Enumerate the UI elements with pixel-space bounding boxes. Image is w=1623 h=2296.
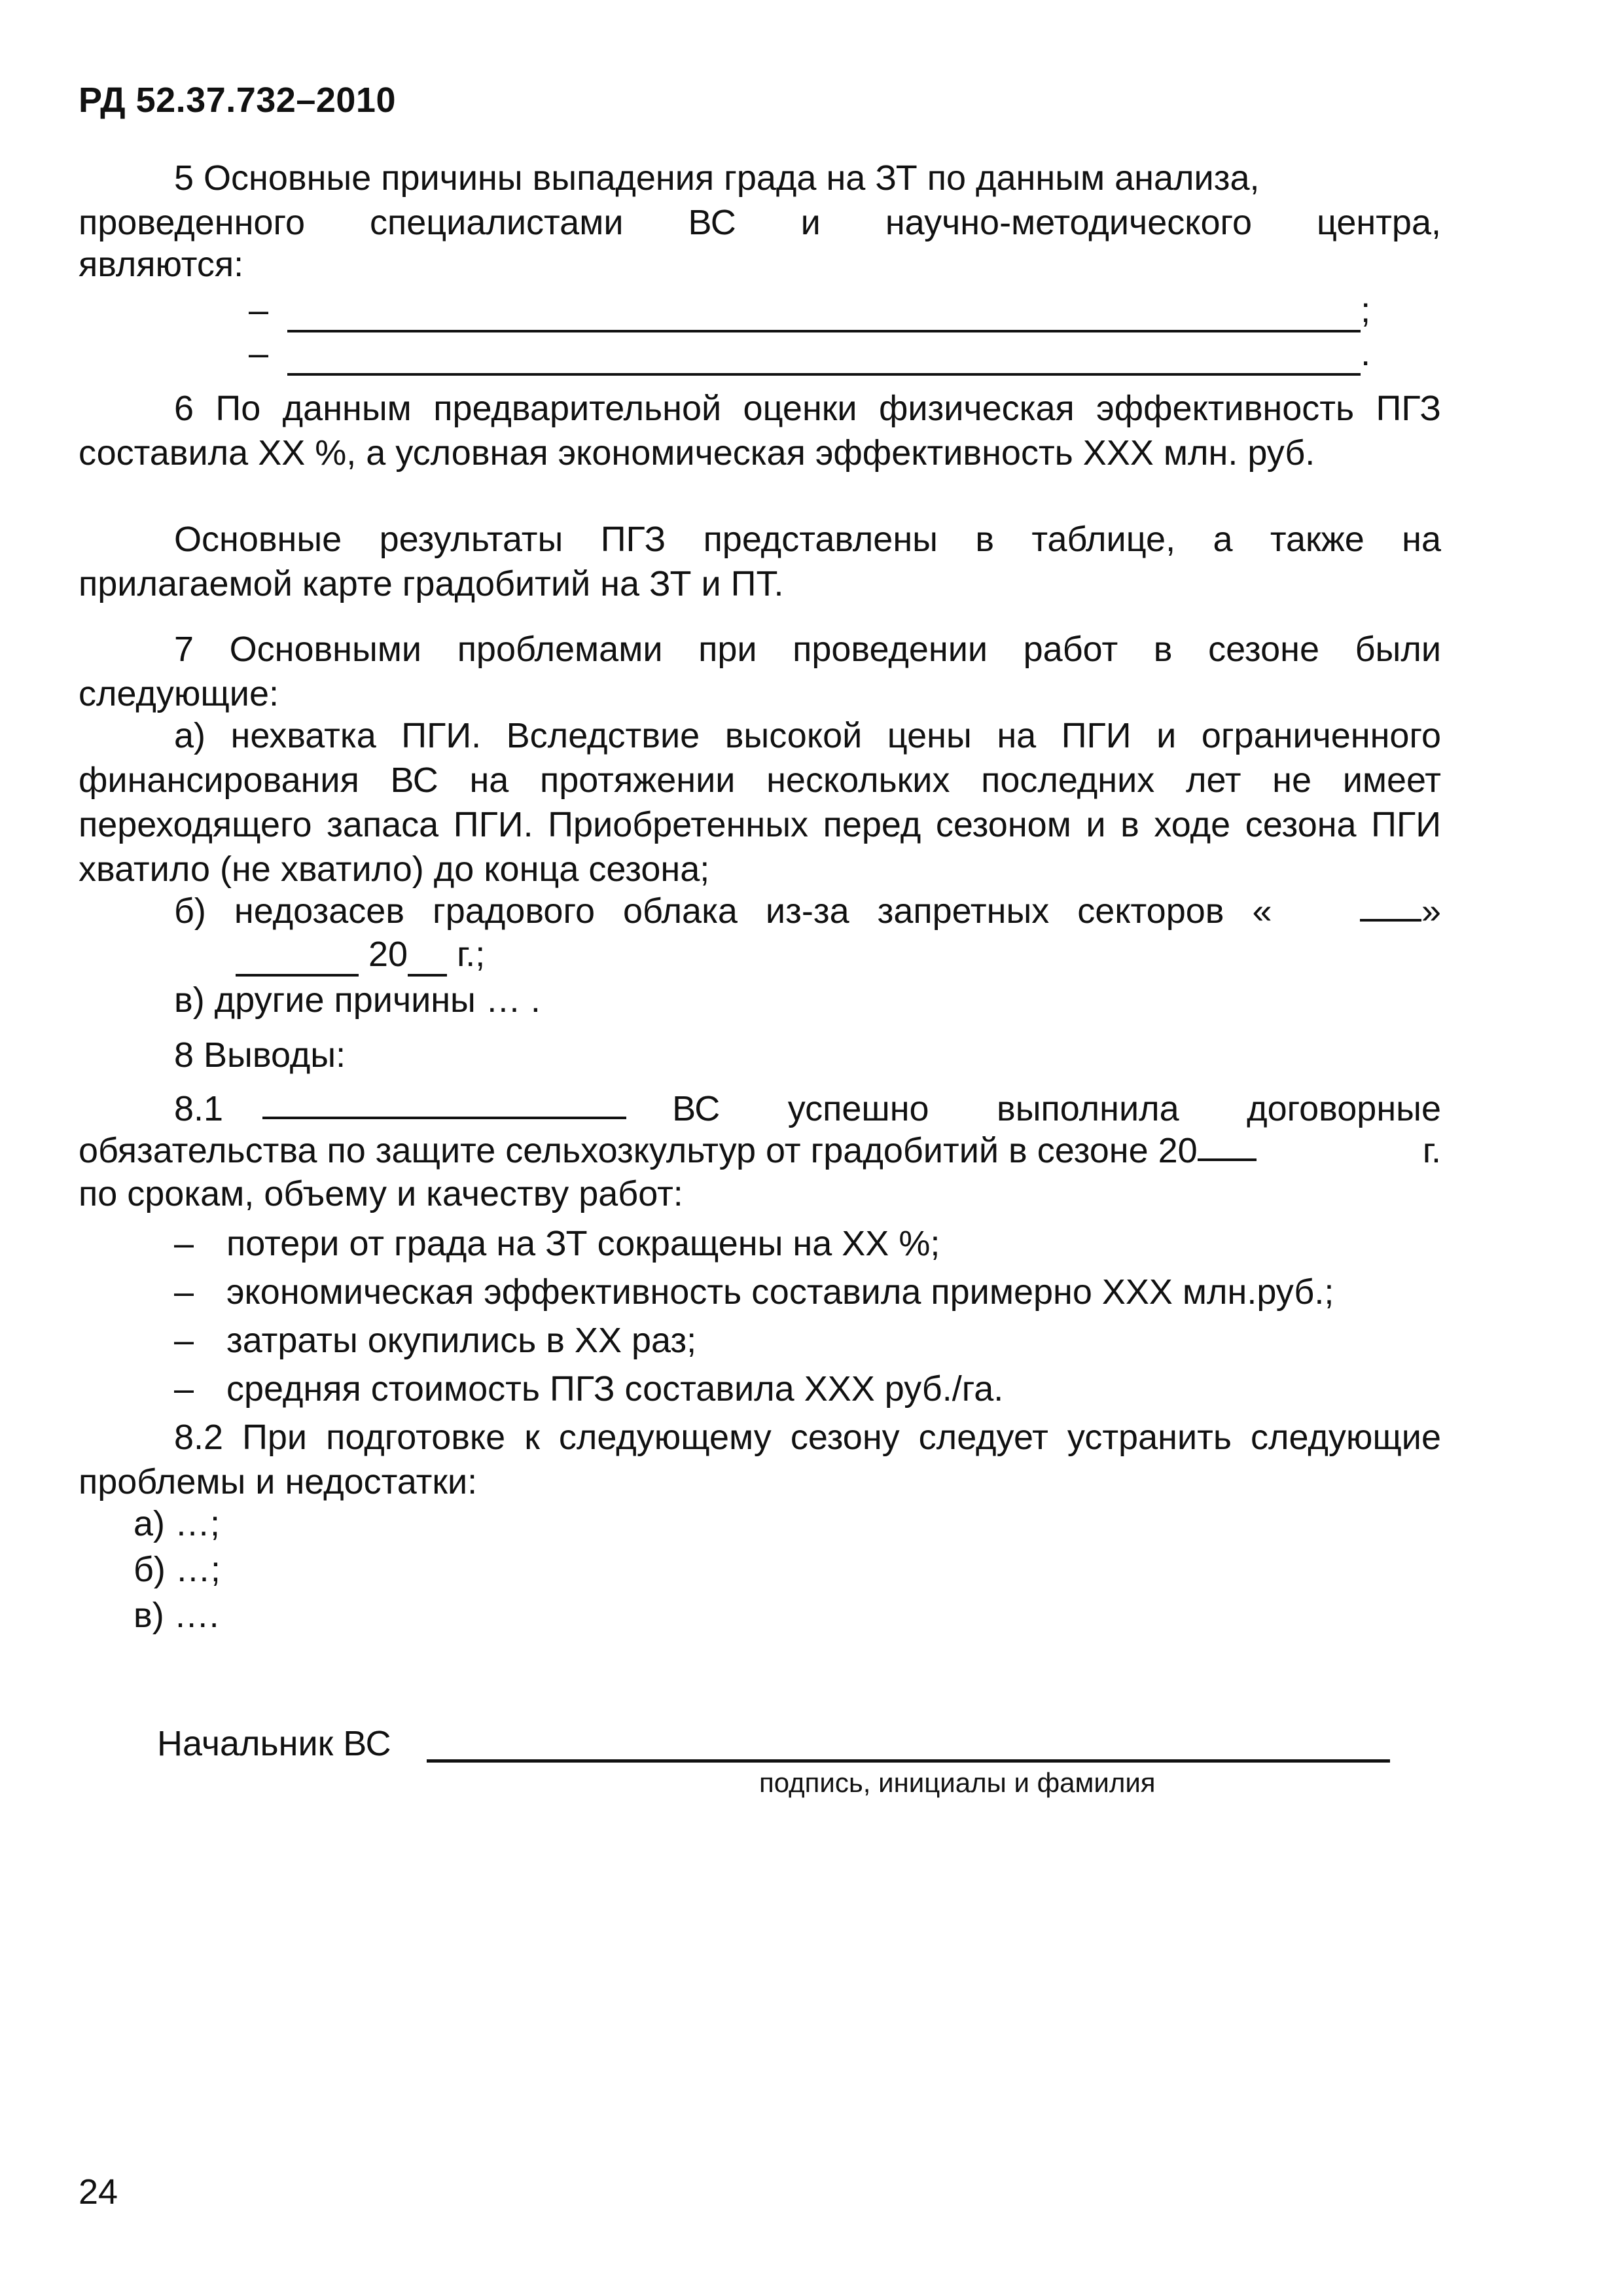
- section7-item-c: в) другие причины … .: [174, 980, 541, 1020]
- section81-line2-text: обязательства по защите сельхозкультур от градобитий в сезоне 20: [79, 1131, 1198, 1170]
- item2-end: .: [1361, 334, 1371, 373]
- bullet-text: средняя стоимость ПГЗ составила ХХХ руб./га.: [226, 1369, 1004, 1408]
- section7-item-a: а) нехватка ПГИ. Вследствие высокой цены на ПГИ и ограниченного финансирования ВС на протяжении нескольких последних лет не имеет переходящего запаса ПГИ. Приобретенных перед сезоном и в ходе сезона ПГИ хватило (не хватило) до конца сезона;: [79, 716, 1441, 889]
- section5-item1: [249, 288, 1370, 332]
- section7-item-b-line1: [174, 889, 1441, 933]
- item1-blank-line: [287, 300, 1361, 332]
- signature-caption: подпись, инициалы и фамилия: [759, 1767, 1156, 1798]
- item-b-year-blank: [408, 944, 447, 977]
- section81-number: 8.1: [174, 1089, 224, 1128]
- bullet-1: [174, 1221, 940, 1266]
- section6-results: Основные результаты ПГЗ представлены в таблице, а также на прилагаемой карте градобитий на ЗТ и ПТ.: [79, 520, 1441, 603]
- section7-intro: 7 Основными проблемами при проведении работ в сезоне были следующие:: [79, 630, 1441, 713]
- bullet-text: потери от града на ЗТ сокращены на ХХ %;: [226, 1224, 940, 1263]
- item2-blank-line: [287, 343, 1361, 376]
- bullet-2: [174, 1270, 1334, 1314]
- bullet-dash: –: [174, 1369, 194, 1408]
- section81-line3: по срокам, объему и качеству работ:: [79, 1174, 683, 1213]
- section7-item-b-line2: [236, 932, 485, 977]
- section81-year-blank: [1198, 1128, 1257, 1161]
- section5-item2: [249, 331, 1370, 376]
- item1-dash: –: [249, 291, 269, 330]
- bullet-4: [174, 1367, 1003, 1411]
- item-b-day-blank: [1360, 889, 1421, 922]
- item-b-month-blank: [236, 944, 359, 977]
- signature-label: Начальник ВС: [157, 1724, 391, 1763]
- section5-line1: [79, 156, 1441, 200]
- section81-line2-end: г.: [1422, 1131, 1441, 1170]
- section81-line2: [79, 1128, 1441, 1173]
- item1-end: ;: [1361, 291, 1371, 330]
- bullet-dash: –: [174, 1321, 194, 1360]
- bullet-text: затраты окупились в ХХ раз;: [226, 1321, 697, 1360]
- document-code: РД 52.37.732–2010: [79, 81, 396, 120]
- bullet-dash: –: [174, 1224, 194, 1263]
- section5-line2: проведенного специалистами ВС и научно-методического центра,: [79, 203, 1441, 242]
- section5-line1-text: 5 Основные причины выпадения града на ЗТ по данным анализа,: [174, 158, 1260, 198]
- bullet-dash: –: [174, 1272, 194, 1312]
- section82-item-c: в) ….: [134, 1596, 219, 1635]
- item-b-end: г.;: [457, 935, 486, 974]
- item-b-text: б) недозасев градового облака из-за запретных секторов «: [174, 891, 1272, 931]
- item2-dash: –: [249, 334, 269, 373]
- item-b-quote: [1360, 889, 1441, 933]
- section8-title: 8 Выводы:: [174, 1035, 346, 1075]
- item-b-quote-end: »: [1421, 891, 1441, 931]
- section81-rest: ВС успешно выполнила договорные: [672, 1089, 1441, 1128]
- item-b-year: 20: [368, 935, 408, 974]
- page-number: 24: [79, 2172, 118, 2212]
- section5-line3: являются:: [79, 245, 244, 284]
- section6-text: 6 По данным предварительной оценки физическая эффективность ПГЗ составила ХХ %, а условная экономическая эффективность ХХХ млн. руб.: [79, 389, 1441, 473]
- bullet-text: экономическая эффективность составила примерно ХХХ млн.руб.;: [226, 1272, 1334, 1312]
- section82-item-b: б) …;: [134, 1550, 221, 1589]
- signature-line: [427, 1759, 1390, 1763]
- section81-org-blank: [262, 1086, 626, 1119]
- bullet-3: [174, 1318, 696, 1363]
- section81-line1: [174, 1086, 1441, 1131]
- section82-item-a: а) …;: [134, 1504, 221, 1543]
- section82-text: 8.2 При подготовке к следующему сезону следует устранить следующие проблемы и недостатки:: [79, 1418, 1441, 1501]
